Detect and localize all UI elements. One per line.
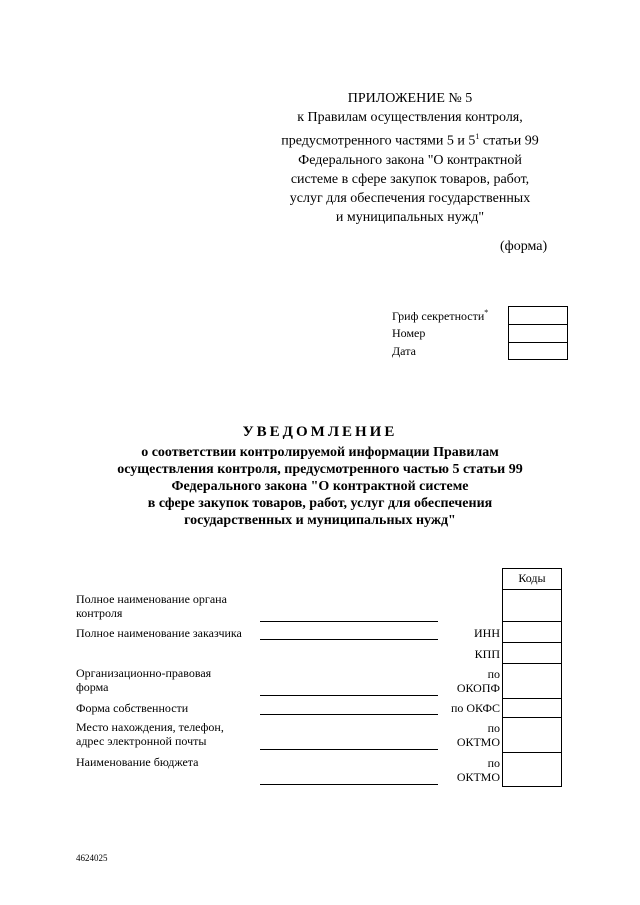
code-cell-okopf[interactable] [502,663,562,699]
appendix-header [255,89,565,227]
customer-line[interactable] [260,639,438,640]
opf-label: Организационно-правовая форма [76,666,212,694]
notice-title: УВЕДОМЛЕНИЕ [242,424,398,440]
codes-header: Коды [502,568,562,590]
appendix-line4: системе в сфере закупок товаров, работ, [290,171,530,187]
appendix-line6: и муниципальных нужд" [335,209,485,225]
code-cell-kpp[interactable] [502,642,562,664]
number-field[interactable] [508,324,568,343]
oktmo1-label: по ОКТМО [456,721,500,749]
location-line[interactable] [260,749,438,750]
ownership-line[interactable] [260,714,438,715]
code-cell-oktmo2[interactable] [502,752,562,787]
number-label: Номер [392,326,426,340]
kpp-label: КПП [474,647,500,661]
budget-line[interactable] [260,784,438,785]
code-cell-oktmo1[interactable] [502,717,562,753]
forma-label: (форма) [500,239,548,254]
opf-line[interactable] [260,695,438,696]
budget-label: Наименование бюджета [76,755,199,769]
organ-line[interactable] [260,621,438,622]
appendix-title: ПРИЛОЖЕНИЕ № 5 [347,91,473,106]
date-label: Дата [392,344,416,358]
appendix-line3: Федерального закона "О контрактной [298,152,522,168]
document-number: 4624025 [76,853,108,863]
secrecy-field[interactable] [508,306,568,325]
appendix-line5: услуг для обеспечения государственных [289,190,531,206]
inn-label: ИНН [474,626,500,640]
notice-subtitle: о соответствии контролируемой информации Правилам осуществления контроля, предусмотренного частью 5 статьи 99 Федерального закона "О контрактной системе в сфере закупок товаров, работ, услуг для обеспечения государственных и муниципальных нужд" [117,445,523,528]
secrecy-label: Гриф секретности* [392,308,489,323]
code-cell-okfs[interactable] [502,698,562,718]
code-cell-organ[interactable] [502,589,562,622]
okopf-label: по ОКОПФ [456,667,500,695]
organ-label: Полное наименование органа контроля [76,592,227,620]
customer-label: Полное наименование заказчика [76,626,242,640]
appendix-line1: к Правилам осуществления контроля, [297,110,523,125]
oktmo2-label: по ОКТМО [456,756,500,784]
appendix-line2: предусмотренного частями 5 и $5^1$ статьи 99 [281,132,539,149]
location-label: Место нахождения, телефон, адрес электронной почты [76,720,224,748]
ownership-label: Форма собственности [76,701,189,715]
okfs-label: по ОКФС [450,701,500,715]
date-field[interactable] [508,342,568,360]
code-cell-inn[interactable] [502,621,562,643]
